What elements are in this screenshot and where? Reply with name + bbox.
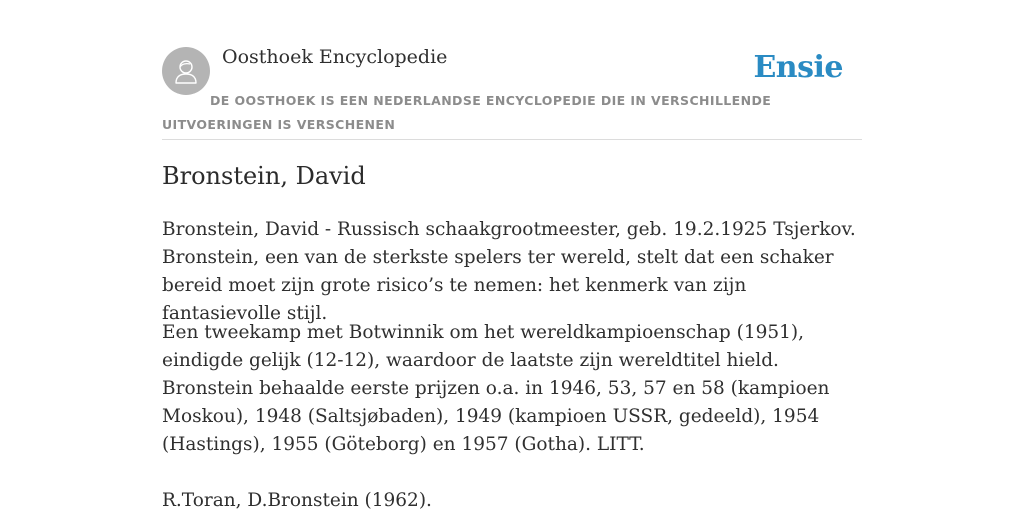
source-tagline: DE OOSTHOEK IS EEN NEDERLANDSE ENCYCLOPEDIE DIE IN VERSCHILLENDE UITVOERINGEN IS VERSCHENEN [162,93,772,132]
brand-logo-link[interactable]: Ensie [753,50,843,85]
page [162,0,862,511]
user-icon [171,56,201,86]
article-title: Bronstein, David [162,162,366,190]
header [162,0,862,140]
article-paragraph: Bronstein, David - Russisch schaakgrootmeester, geb. 19.2.1925 Tsjerkov. Bronstein, een van de sterkste spelers ter wereld, stelt dat een schaker bereid moet zijn grote risico’s te nemen: het kenmerk van zijn fantasievolle stijl. [162,219,856,324]
article-paragraph: R.Toran, D.Bronstein (1962). [162,490,432,511]
source-name[interactable]: Oosthoek Encyclopedie [222,46,448,68]
avatar[interactable] [162,47,210,95]
article-paragraph: Een tweekamp met Botwinnik om het wereldkampioenschap (1951), eindigde gelijk (12-12), waardoor de laatste zijn wereldtitel hield. Bronstein behaalde eerste prijzen o.a. in 1946, 53, 57 en 58 (kampioen Moskou), 1948 (Saltsjøbaden), 1949 (kampioen USSR, gedeeld), 1954 (Hastings), 1955 (Göteborg) en 1957 (Gotha). LITT. [162,322,830,455]
